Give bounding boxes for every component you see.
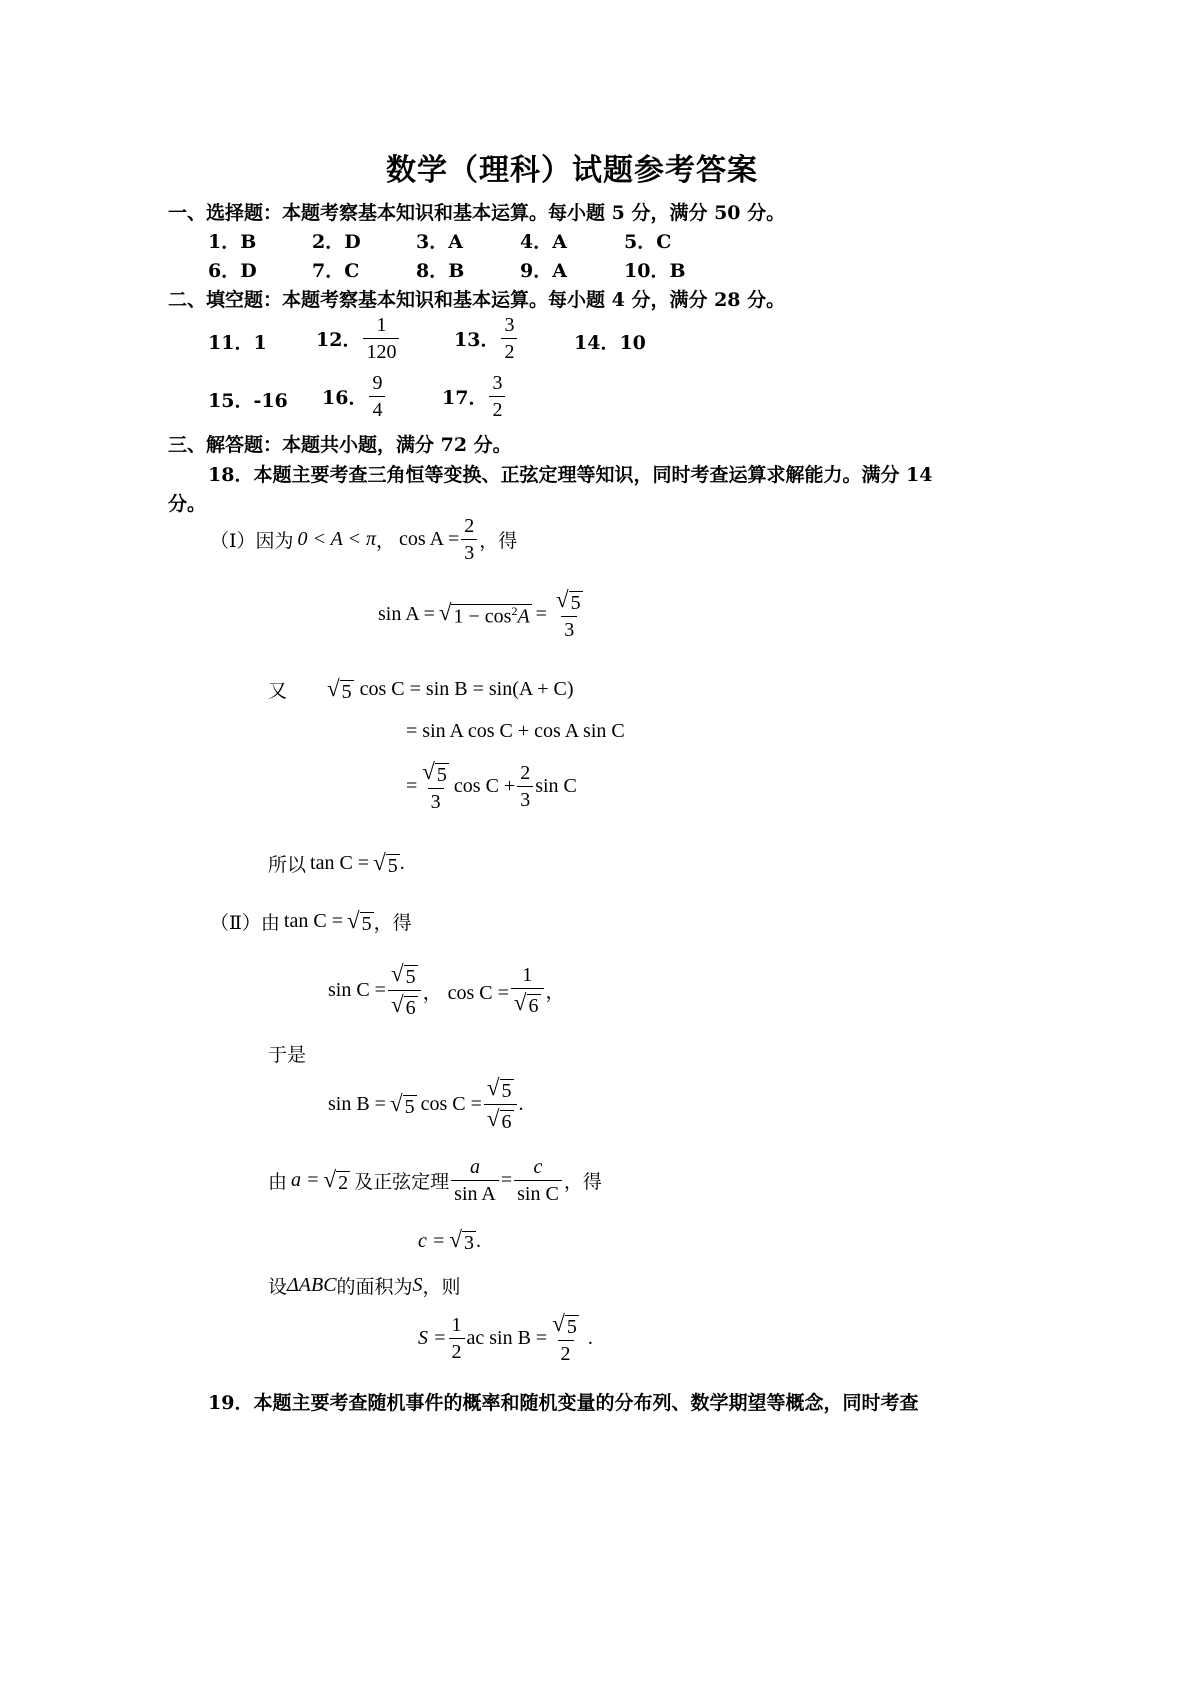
part1-condition: （Ⅰ）因为 0 < A < π ， cos A = $\frac{2}{3}$ ，得 (210, 515, 518, 564)
you-equation-line1: 又 √ 5 cos C = sin B = sin(A + C) (268, 675, 574, 703)
section3-heading: 三、解答题：本题共小题，满分 72 分。 (168, 434, 512, 456)
fill-17: 17． $\frac{3}{2}$ (442, 372, 507, 421)
q19-intro: 19．本题主要考查随机事件的概率和随机变量的分布列、数学期望等概念，同时考查 (208, 1392, 919, 1414)
answer-10: 10．B (624, 260, 686, 282)
answer-6: 6．D (208, 260, 257, 282)
answer-1: 1．B (208, 231, 257, 253)
answer-5: 5．C (624, 231, 672, 253)
sine-law-line: 由 a = √ 2 及正弦定理 $\frac{a}{\text{sin A}}$ = $\frac{c}{\text{sin C}}$ ，得 (268, 1156, 602, 1205)
sinC-cosC: sin C = √ 5 √ 6 ， cos C = 1 √ 6 ， (328, 961, 565, 1019)
area-setup: 设 ΔABC 的面积为 S ，则 (268, 1274, 461, 1298)
answer-7: 7．C (312, 260, 360, 282)
choice-answers-row2 (208, 256, 728, 283)
section1-heading: 一、选择题：本题考察基本知识和基本运算。每小题 5 分，满分 50 分。 (168, 202, 786, 224)
choice-answers-row1 (208, 227, 728, 254)
yushi: 于是 (268, 1044, 307, 1066)
sinB-equation: sin B = √ 5 cos C = √ 5 √ 6 . (328, 1075, 524, 1133)
fill-12: 12． $\frac{1}{120}$ (316, 314, 401, 363)
answer-8: 8．B (416, 260, 465, 282)
q18-intro-line1: 18．本题主要考查三角恒等变换、正弦定理等知识，同时考查运算求解能力。满分 14 (208, 464, 933, 486)
answer-4: 4．A (520, 231, 567, 253)
part2-condition: （Ⅱ）由 tan C = √ 5 ，得 (210, 907, 412, 935)
answer-9: 9．A (520, 260, 567, 282)
tanC-result: 所以 tan C = √ 5 . (268, 849, 405, 877)
fill-16: 16． $\frac{9}{4}$ (322, 372, 387, 421)
you-equation-line3: = √ 5 3 cos C + $\frac{2}{3}$ sin C (406, 759, 577, 813)
fill-11: 11．1 (208, 332, 267, 354)
sinA-equation: sin A = √ $1 - \cos^2A$ = √ 5 3 (378, 587, 581, 641)
c-result: c = √ 3 . (418, 1227, 481, 1254)
fill-14: 14．10 (574, 332, 646, 354)
page-title: 数学（理科）试题参考答案 (386, 153, 758, 188)
area-result: S = $\frac{1}{2}$ ac sin B = √ 5 2 . (418, 1311, 593, 1365)
fill-15: 15．-16 (208, 390, 288, 412)
you-equation-line2: = sin A cos C + cos A sin C (406, 720, 625, 742)
section2-heading: 二、填空题：本题考察基本知识和基本运算。每小题 4 分，满分 28 分。 (168, 289, 786, 311)
answer-2: 2．D (312, 231, 361, 253)
fill-13: 13． $\frac{3}{2}$ (454, 314, 519, 363)
answer-3: 3．A (416, 231, 463, 253)
q18-intro-line2: 分。 (168, 493, 207, 515)
